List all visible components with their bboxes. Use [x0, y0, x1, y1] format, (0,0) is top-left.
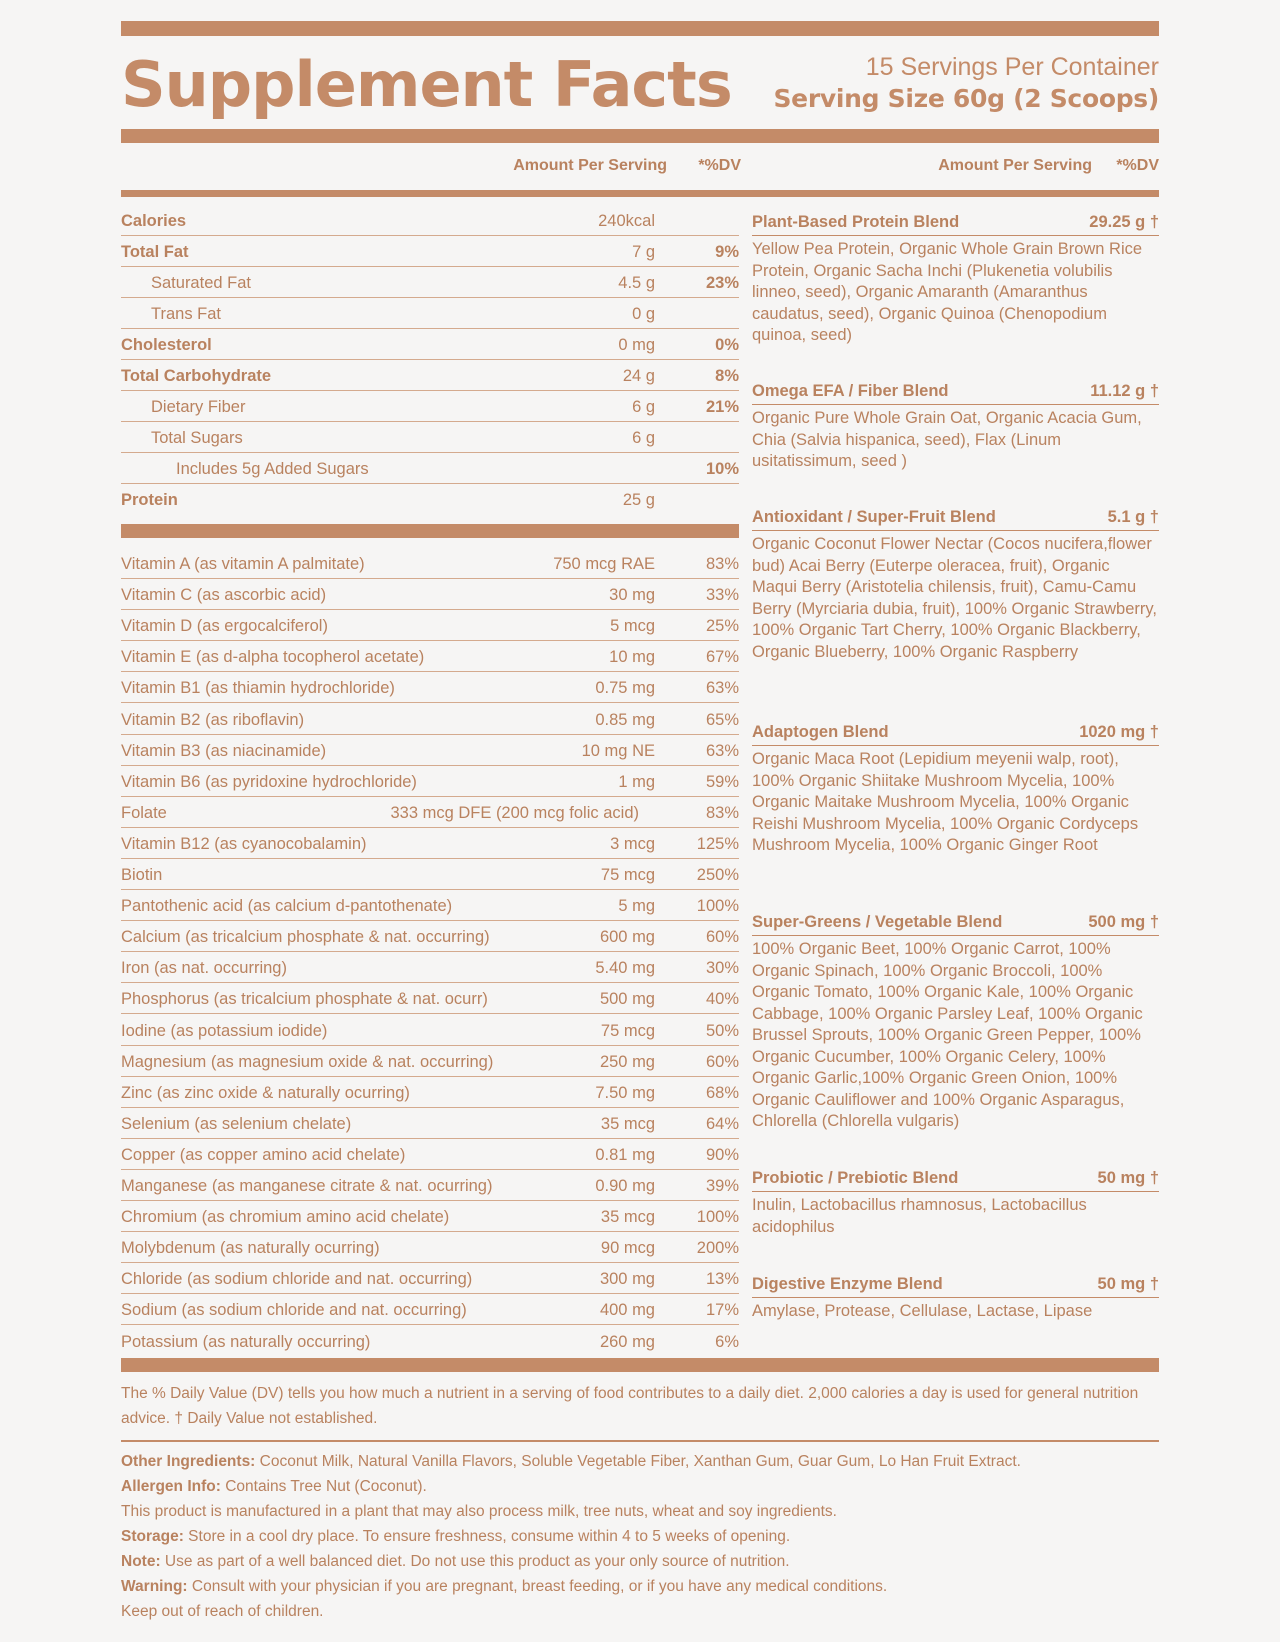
daily-value-note: The % Daily Value (DV) tells you how much a nutrient in a serving of food contributes to a daily diet. 2,000 calories a day is used for general nutrition advice. † Daily Value not established.	[121, 1385, 1139, 1427]
vitamin-amount: 0.85 mg	[595, 710, 655, 729]
vitamin-amount: 0.75 mg	[595, 679, 655, 698]
vitamin-row	[121, 1170, 739, 1201]
vitamin-row	[121, 735, 739, 766]
macro-row	[121, 484, 739, 515]
vitamin-amount: 260 mg	[599, 1332, 655, 1351]
blend-name: Super-Greens / Vegetable Blend	[752, 913, 1003, 931]
macro-row	[121, 453, 739, 484]
vitamin-label: Selenium (as selenium chelate)	[121, 1114, 352, 1133]
vitamin-dv: 50%	[705, 1021, 739, 1040]
vitamin-dv: 25%	[705, 617, 739, 636]
macro-row	[121, 236, 739, 267]
vitamin-row	[121, 1201, 739, 1232]
top-bar	[121, 21, 1159, 36]
vitamin-dv: 83%	[705, 803, 739, 822]
vitamin-label: Copper (as copper amino acid chelate)	[121, 1145, 406, 1164]
blend-name: Antioxidant / Super-Fruit Blend	[752, 508, 996, 526]
vitamin-row	[121, 983, 739, 1014]
vitamin-row	[121, 921, 739, 952]
warning-text: Consult with your physician if you are pregnant, breast feeding, or if you have any medical conditions.	[187, 1578, 888, 1595]
blend-amount: 50 mg †	[1097, 1275, 1159, 1293]
blend-name: Digestive Enzyme Blend	[752, 1275, 943, 1293]
vitamin-amount: 35 mcg	[600, 1114, 655, 1133]
macro-label: Dietary Fiber	[151, 398, 246, 416]
blend-section	[752, 506, 1159, 663]
blend-header	[752, 211, 1159, 236]
macro-amount: 0 g	[632, 305, 655, 323]
macro-dv: 9%	[715, 243, 739, 261]
vitamin-row	[121, 828, 739, 859]
blend-name: Plant-Based Protein Blend	[752, 213, 960, 231]
vitamin-label: Vitamin B3 (as niacinamide)	[121, 741, 327, 760]
macro-label: Total Fat	[121, 243, 189, 261]
vitamin-row	[121, 1232, 739, 1263]
vitamin-amount: 0.81 mg	[595, 1145, 655, 1164]
other-ingredients-text: Coconut Milk, Natural Vanilla Flavors, Soluble Vegetable Fiber, Xanthan Gum, Guar Gum, Lo Han Fruit Extract.	[255, 1453, 1021, 1470]
macro-dv: 10%	[705, 460, 739, 478]
vitamin-amount: 750 mcg RAE	[553, 555, 655, 573]
allergen-text: Contains Tree Nut (Coconut).	[220, 1478, 427, 1495]
vitamin-dv: 6%	[715, 1332, 739, 1351]
vitamin-label: Vitamin B6 (as pyridoxine hydrochloride)	[121, 772, 417, 791]
vitamin-dv: 100%	[696, 1208, 739, 1227]
columns-bar	[121, 190, 1159, 197]
blend-section	[752, 721, 1159, 857]
blend-amount: 50 mg †	[1097, 1169, 1159, 1187]
vitamin-row	[121, 579, 739, 610]
blend-name: Probiotic / Prebiotic Blend	[752, 1169, 959, 1187]
vitamin-label: Iron (as nat. occurring)	[121, 959, 287, 978]
vitamin-label: Vitamin D (as ergocalciferol)	[121, 617, 328, 636]
vitamin-row	[121, 890, 739, 921]
vitamin-amount: 500 mg	[599, 990, 655, 1009]
allergen-label: Allergen Info:	[121, 1478, 221, 1495]
vitamin-label: Vitamin E (as d-alpha tocopherol acetate)	[121, 648, 425, 667]
vitamin-row	[121, 1108, 739, 1139]
vitamin-amount: 3 mcg	[610, 834, 655, 853]
vitamin-amount: 600 mg	[599, 928, 655, 947]
macro-label: Saturated Fat	[151, 274, 251, 292]
macro-row	[121, 422, 739, 453]
blend-header	[752, 1273, 1159, 1298]
vitamin-amount: 300 mg	[599, 1270, 655, 1289]
vitamin-row	[121, 672, 739, 703]
vitamin-label: Vitamin C (as ascorbic acid)	[121, 586, 327, 605]
vitamin-amount: 5 mg	[618, 897, 655, 916]
allergen-info	[121, 1474, 1159, 1499]
macro-amount: 4.5 g	[618, 274, 655, 292]
storage-label: Storage:	[121, 1528, 184, 1545]
vitamin-label: Calcium (as tricalcium phosphate & nat. occurring)	[121, 928, 490, 947]
vitamin-row	[121, 548, 739, 579]
blend-section	[752, 911, 1159, 1133]
left-amount-header: Amount Per Serving	[513, 157, 667, 174]
macro-row	[121, 329, 739, 360]
vitamin-label: Zinc (as zinc oxide & naturally ocurring)	[121, 1083, 410, 1102]
blend-header	[752, 380, 1159, 405]
storage-info	[121, 1524, 1159, 1549]
vitamin-amount: 35 mcg	[600, 1208, 655, 1227]
vitamin-dv: 13%	[705, 1270, 739, 1289]
vitamin-label: Manganese (as manganese citrate & nat. ocurring)	[121, 1177, 493, 1195]
macro-dv: 8%	[715, 367, 739, 385]
vitamin-dv: 60%	[705, 1052, 739, 1071]
vitamin-dv: 64%	[705, 1114, 739, 1133]
usage-note	[121, 1549, 1159, 1574]
right-amount-header: Amount Per Serving	[938, 157, 1092, 174]
vitamin-dv: 40%	[705, 990, 739, 1009]
vitamin-label: Vitamin A (as vitamin A palmitate)	[121, 555, 365, 573]
vitamin-amount: 10 mg NE	[581, 741, 655, 760]
macro-row	[121, 298, 739, 329]
vitamin-row	[121, 1294, 739, 1325]
vitamin-dv: 100%	[696, 897, 739, 916]
vitamin-row	[121, 1046, 739, 1077]
vitamin-dv: 63%	[705, 679, 739, 698]
other-ingredients	[121, 1449, 1159, 1474]
blend-ingredients: Organic Coconut Flower Nectar (Cocos nucifera,flower bud) Acai Berry (Euterpe oleracea, fruit), Organic Maqui Berry (Aristotelia chilensis, fruit), Camu-Camu Berry (Myrciaria dubia, fruit), 100% Organic Strawberry, 100% Organic Tart Cherry, 100% Organic Blackberry, Organic Blueberry, 100% Organic Raspberry	[752, 535, 1157, 661]
macro-label: Trans Fat	[151, 305, 221, 323]
macro-dv: 0%	[715, 336, 739, 354]
vitamin-row	[121, 1015, 739, 1046]
blend-ingredients: Organic Pure Whole Grain Oat, Organic Acacia Gum, Chia (Salvia hispanica, seed), Flax (Linum usitatissimum, seed )	[752, 409, 1142, 470]
vitamin-dv: 17%	[705, 1301, 739, 1320]
vitamin-amount: 250 mg	[599, 1052, 655, 1071]
macro-amount: 6 g	[632, 398, 655, 416]
vitamin-label: Magnesium (as magnesium oxide & nat. occurring)	[121, 1052, 494, 1071]
storage-text: Store in a cool dry place. To ensure freshness, consume within 4 to 5 weeks of opening.	[183, 1528, 791, 1545]
macro-row	[121, 391, 739, 422]
page-title: Supplement Facts	[121, 48, 732, 121]
macro-amount: 25 g	[622, 491, 655, 509]
vitamin-row	[121, 1139, 739, 1170]
vitamin-amount: 5 mcg	[610, 617, 655, 636]
note-label: Note:	[121, 1553, 161, 1570]
macro-label: Cholesterol	[121, 336, 212, 354]
vitamin-label: Phosphorus (as tricalcium phosphate & nat. ocurr)	[121, 990, 488, 1009]
vitamin-dv: 90%	[705, 1145, 739, 1164]
blend-ingredients: Yellow Pea Protein, Organic Whole Grain Brown Rice Protein, Organic Sacha Inchi (Plukenetia volubilis linneo, seed), Organic Amaranth (Amaranthus caudatus, seed), Organic Quinoa (Chenopodium quinoa, seed)	[752, 240, 1143, 344]
blend-section	[752, 211, 1159, 347]
left-dv-header: *%DV	[698, 157, 741, 174]
vitamin-row	[121, 610, 739, 641]
vitamin-amount: 7.50 mg	[595, 1083, 655, 1102]
blend-header	[752, 911, 1159, 936]
right-dv-header: *%DV	[1116, 157, 1159, 174]
vitamin-dv: 33%	[705, 586, 739, 605]
vitamin-label: Iodine (as potassium iodide)	[121, 1021, 328, 1040]
blend-ingredients: 100% Organic Beet, 100% Organic Carrot, 100% Organic Spinach, 100% Organic Broccoli, 100% Organic Tomato, 100% Organic Kale, 100% Organic Cabbage, 100% Organic Parsley Leaf, 100% Organic Brussel Sprouts, 100% Organic Green Pepper, 100% Organic Cucumber, 100% Organic Celery, 100% Organic Garlic,100% Organic Green Onion, 100% Organic Cauliflower and 100% Organic Asparagus, Chlorella (Chlorella vulgaris)	[752, 940, 1143, 1130]
vitamin-dv: 65%	[705, 710, 739, 729]
vitamin-label: Vitamin B1 (as thiamin hydrochloride)	[121, 679, 395, 698]
blend-amount: 29.25 g †	[1089, 213, 1159, 231]
vitamin-label: Chromium (as chromium amino acid chelate)	[121, 1208, 450, 1227]
vitamin-row	[121, 1077, 739, 1108]
vitamin-row	[121, 704, 739, 735]
blend-amount: 500 mg †	[1088, 913, 1159, 931]
blend-ingredients: Inulin, Lactobacillus rhamnosus, Lactobacillus acidophilus	[752, 1196, 1087, 1236]
macro-label: Includes 5g Added Sugars	[176, 460, 369, 478]
blend-section	[752, 380, 1159, 473]
blend-amount: 5.1 g †	[1107, 508, 1159, 526]
vitamin-amount: 5.40 mg	[595, 959, 655, 978]
vitamin-label: Pantothenic acid (as calcium d-pantothenate)	[121, 897, 453, 916]
macros-divider-bar	[121, 524, 739, 538]
blend-ingredients: Organic Maca Root (Lepidium meyenii walp, root), 100% Organic Shiitake Mushroom Mycelia, 100% Organic Maitake Mushroom Mycelia, 100% Organic Reishi Mushroom Mycelia, 100% Organic Cordyceps Mushroom Mycelia, 100% Organic Ginger Root	[752, 750, 1139, 854]
vitamin-amount: 1 mg	[618, 772, 655, 791]
vitamin-dv: 39%	[705, 1177, 739, 1195]
macro-dv: 21%	[705, 398, 739, 416]
blend-header	[752, 721, 1159, 746]
vitamin-dv: 250%	[696, 866, 739, 884]
macro-amount: 24 g	[622, 367, 655, 385]
vitamin-row	[121, 797, 739, 828]
vitamin-row	[121, 766, 739, 797]
vitamin-amount: 0.90 mg	[595, 1177, 655, 1195]
vitamin-dv: 59%	[705, 772, 739, 791]
macro-amount: 0 mg	[618, 336, 655, 354]
vitamin-amount: 400 mg	[599, 1301, 655, 1320]
vitamin-row	[121, 641, 739, 672]
vitamin-dv: 63%	[705, 741, 739, 760]
vitamin-label: Vitamin B12 (as cyanocobalamin)	[121, 834, 367, 853]
vitamin-dv: 200%	[696, 1239, 739, 1258]
macro-label: Total Carbohydrate	[121, 367, 272, 385]
blend-section	[752, 1167, 1159, 1238]
macro-label: Total Sugars	[151, 429, 243, 447]
blend-section	[752, 1273, 1159, 1323]
macro-row	[121, 360, 739, 391]
vitamin-label: Potassium (as naturally occurring)	[121, 1332, 371, 1351]
vitamin-label: Molybdenum (as naturally ocurring)	[121, 1239, 380, 1258]
vitamin-amount: 30 mg	[609, 586, 655, 605]
other-ingredients-label: Other Ingredients:	[121, 1453, 256, 1470]
macro-label: Protein	[121, 491, 178, 509]
blend-amount: 11.12 g †	[1090, 382, 1159, 400]
vitamin-label: Chloride (as sodium chloride and nat. occurring)	[121, 1270, 473, 1289]
vitamin-dv: 125%	[696, 834, 739, 853]
plant-notice: This product is manufactured in a plant that may also process milk, tree nuts, wheat and soy ingredients.	[121, 1503, 837, 1520]
macro-row	[121, 205, 739, 236]
vitamin-dv: 67%	[705, 648, 739, 667]
macro-row	[121, 267, 739, 298]
vitamin-amount: 75 mcg	[600, 1021, 655, 1040]
note-text: Use as part of a well balanced diet. Do not use this product as your only source of nutrition.	[160, 1553, 790, 1570]
vitamin-row	[121, 1263, 739, 1294]
macro-dv: 23%	[705, 274, 739, 292]
vitamin-label: Biotin	[121, 866, 163, 884]
warning-info	[121, 1574, 1159, 1599]
macro-amount: 6 g	[632, 429, 655, 447]
blend-header	[752, 1167, 1159, 1192]
blend-header	[752, 506, 1159, 531]
blend-name: Adaptogen Blend	[752, 723, 889, 741]
vitamin-amount: 333 mcg DFE (200 mcg folic acid)	[390, 803, 639, 822]
keep-away-notice: Keep out of reach of children.	[121, 1603, 324, 1620]
servings-per-container: 15 Servings Per Container	[865, 53, 1159, 81]
blend-ingredients: Amylase, Protease, Cellulase, Lactase, Lipase	[752, 1302, 1093, 1320]
vitamin-row	[121, 1326, 739, 1357]
vitamin-dv: 30%	[705, 959, 739, 978]
blend-name: Omega EFA / Fiber Blend	[752, 382, 949, 400]
vitamin-amount: 90 mcg	[600, 1239, 655, 1258]
vitamin-label: Sodium (as sodium chloride and nat. occurring)	[121, 1301, 467, 1320]
footer-bar	[121, 1358, 1159, 1372]
vitamin-row	[121, 952, 739, 983]
footer-divider	[121, 1440, 1159, 1442]
vitamin-row	[121, 859, 739, 890]
vitamin-label: Folate	[121, 803, 167, 822]
header-bar	[121, 129, 1159, 143]
vitamin-amount: 10 mg	[609, 648, 655, 667]
serving-size: Serving Size 60g (2 Scoops)	[773, 84, 1159, 113]
vitamin-dv: 68%	[705, 1083, 739, 1102]
macro-amount: 7 g	[632, 243, 655, 261]
macro-amount: 240kcal	[598, 212, 655, 230]
macro-label: Calories	[121, 212, 187, 230]
vitamin-amount: 75 mcg	[600, 866, 655, 884]
blend-amount: 1020 mg †	[1079, 723, 1159, 741]
warning-label: Warning:	[121, 1578, 188, 1595]
vitamin-dv: 60%	[705, 928, 739, 947]
footer-details	[121, 1449, 1159, 1624]
vitamin-dv: 83%	[705, 555, 739, 573]
vitamin-label: Vitamin B2 (as riboflavin)	[121, 710, 305, 729]
